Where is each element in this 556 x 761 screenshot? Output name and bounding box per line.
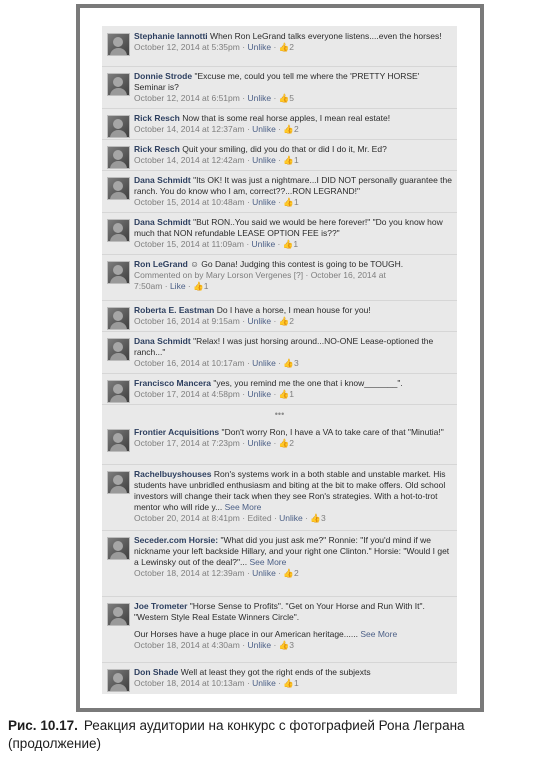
like-count: 3 <box>293 358 299 368</box>
comment-item <box>102 212 457 255</box>
comment-item <box>102 422 457 465</box>
like-count: 2 <box>289 42 294 52</box>
comment-item <box>102 66 457 109</box>
avatar[interactable] <box>107 73 130 96</box>
separator: · <box>273 93 277 103</box>
avatar[interactable] <box>107 380 130 403</box>
comment-body-continued: Our Horses have a huge place in our American heritage...... <box>134 629 358 639</box>
commenter-name[interactable]: Don Shade <box>134 667 179 677</box>
avatar[interactable] <box>107 177 130 200</box>
comment-text <box>134 601 452 651</box>
like-count: 1 <box>203 281 209 291</box>
unlike-link[interactable]: Unlike <box>247 42 272 52</box>
figure-label: Рис. 10.17. <box>8 718 78 733</box>
comment-date[interactable]: October 16, 2014 at 10:17am <box>134 358 245 368</box>
comment-meta <box>134 358 299 368</box>
avatar[interactable] <box>107 603 130 626</box>
unlike-link[interactable]: Unlike <box>251 239 276 249</box>
like-link[interactable]: Like <box>169 281 186 291</box>
avatar[interactable] <box>107 219 130 242</box>
separator: · <box>242 438 246 448</box>
commenter-name[interactable]: Frontier Acquisitions <box>134 427 220 437</box>
comment-text <box>134 336 452 369</box>
unlike-link[interactable]: Unlike <box>252 197 276 207</box>
comment-item <box>102 662 457 694</box>
separator: · <box>273 389 277 399</box>
comment-date[interactable]: October 15, 2014 at 11:09am <box>134 239 244 249</box>
separator: · <box>305 513 308 523</box>
avatar[interactable] <box>107 429 130 452</box>
comment-body: "Excuse me, could you tell me where the 'PRETTY HORSE' Seminar is? <box>134 71 420 92</box>
comment-text <box>134 259 452 292</box>
thumbs-up-icon: 👍 <box>283 358 294 368</box>
comment-meta <box>134 389 294 399</box>
commenter-name[interactable]: Roberta E. Eastman <box>134 305 215 315</box>
comment-meta <box>134 640 294 650</box>
comment-meta <box>134 568 299 578</box>
like-count: 1 <box>293 155 299 165</box>
comment-meta <box>134 93 294 103</box>
commenter-name[interactable]: Ron LeGrand <box>134 259 188 269</box>
like-count: 2 <box>289 316 294 326</box>
unlike-link[interactable]: Unlike <box>252 155 276 165</box>
comment-date[interactable]: 7:50am <box>134 281 163 291</box>
thumbs-up-icon: 👍 <box>278 438 290 448</box>
see-more-link[interactable]: See More <box>224 502 262 512</box>
unlike-link[interactable]: Unlike <box>247 316 272 326</box>
separator: · <box>273 42 277 52</box>
separator: · <box>246 678 250 688</box>
comment-item <box>102 464 457 531</box>
separator: · <box>242 513 246 523</box>
comment-item <box>102 139 457 171</box>
separator: · <box>246 197 250 207</box>
comment-meta <box>134 239 298 249</box>
comment-body: "But RON..You said we would be here forever!" "Do you know how much that NON refundable LEASE OPTION FEE is??" <box>134 217 443 238</box>
separator: · <box>164 281 168 291</box>
comments-panel <box>102 26 457 694</box>
comment-text <box>134 144 452 166</box>
separator: · <box>277 239 281 249</box>
comment-body: Well at least they got the right ends of the subjexts <box>180 667 371 677</box>
comment-meta <box>134 438 294 448</box>
commenter-name[interactable]: Stephanie Iannotti <box>134 31 208 41</box>
unlike-link[interactable]: Unlike <box>252 358 276 368</box>
comment-date[interactable]: October 17, 2014 at 7:23pm <box>134 438 240 448</box>
unlike-link[interactable]: Unlike <box>247 389 272 399</box>
comment-text <box>134 71 452 104</box>
thumbs-up-icon: 👍 <box>310 513 321 523</box>
thumbs-up-icon: 👍 <box>282 239 294 249</box>
comment-date[interactable]: October 18, 2014 at 10:13am <box>134 678 245 688</box>
separator: · <box>278 568 282 578</box>
separator: · <box>278 197 282 207</box>
comment-item <box>102 108 457 140</box>
thumbs-up-icon: 👍 <box>283 197 294 207</box>
thumbs-up-icon: 👍 <box>283 568 294 578</box>
separator: · <box>242 389 246 399</box>
separator: · <box>242 93 246 103</box>
comment-text <box>134 667 452 689</box>
comment-meta <box>134 678 299 688</box>
separator: · <box>242 640 246 650</box>
like-count: 1 <box>293 197 299 207</box>
like-count: 3 <box>320 513 326 523</box>
comment-date[interactable]: October 12, 2014 at 6:51pm <box>134 93 240 103</box>
thumbs-up-icon: 👍 <box>278 42 290 52</box>
unlike-link[interactable]: Unlike <box>247 640 272 650</box>
like-count: 5 <box>289 93 294 103</box>
comment-date[interactable]: October 20, 2014 at 8:41pm <box>134 513 240 523</box>
comment-date[interactable]: October 18, 2014 at 12:39am <box>134 568 245 578</box>
separator: · <box>278 155 282 165</box>
comment-text <box>134 469 452 524</box>
comment-text <box>134 31 452 53</box>
like-count: 3 <box>289 640 294 650</box>
comment-item <box>102 596 457 663</box>
comment-body: Now that is some real horse apples, I mean real estate! <box>182 113 391 123</box>
comment-date[interactable]: October 17, 2014 at 4:58pm <box>134 389 240 399</box>
comment-meta <box>134 316 294 326</box>
unlike-link[interactable]: Unlike <box>279 513 303 523</box>
comment-meta <box>134 42 294 52</box>
comment-date[interactable]: October 18, 2014 at 4:30am <box>134 640 240 650</box>
screenshot-frame <box>76 4 484 712</box>
separator: · <box>246 568 250 578</box>
separator: · <box>278 358 282 368</box>
avatar[interactable] <box>107 307 130 330</box>
separator: · <box>273 640 277 650</box>
comment-date[interactable]: October 12, 2014 at 5:35pm <box>134 42 240 52</box>
thumbs-up-icon: 👍 <box>278 389 290 399</box>
comment-date[interactable]: October 14, 2014 at 12:42am <box>134 155 245 165</box>
avatar[interactable] <box>107 537 130 560</box>
separator: · <box>246 358 250 368</box>
comment-body: "What did you just ask me?" Ronnie: "If you'd mind if we nickname your left backside Hillary, and your right one Clinton." Horsie: "Would I get a Lewinsky out of the deal?"... <box>134 535 450 567</box>
separator: · <box>278 678 282 688</box>
avatar[interactable] <box>107 33 130 56</box>
separator: · <box>246 124 250 134</box>
unlike-link[interactable]: Unlike <box>247 438 272 448</box>
thumbs-up-icon: 👍 <box>278 93 290 103</box>
avatar[interactable] <box>107 471 130 494</box>
separator: · <box>273 438 277 448</box>
comment-item <box>102 373 457 405</box>
separator: · <box>278 124 282 134</box>
comment-item <box>102 331 457 374</box>
comment-text <box>134 378 452 400</box>
like-count: 2 <box>293 568 299 578</box>
unlike-link[interactable]: Unlike <box>252 568 276 578</box>
avatar[interactable] <box>107 146 130 169</box>
commenter-name[interactable]: Francisco Mancera <box>134 378 212 388</box>
comment-text <box>134 427 452 449</box>
like-count: 1 <box>289 389 294 399</box>
thumbs-up-icon: 👍 <box>283 124 294 134</box>
separator: · <box>242 316 246 326</box>
comment-meta <box>134 513 326 523</box>
comment-text <box>134 535 452 579</box>
unlike-link[interactable]: Unlike <box>247 93 272 103</box>
unlike-link[interactable]: Unlike <box>252 124 276 134</box>
figure-caption <box>8 717 553 753</box>
thumbs-up-icon: 👍 <box>278 640 290 650</box>
comment-date[interactable]: October 14, 2014 at 12:37am <box>134 124 245 134</box>
comment-body: "Relax! I was just horsing around...NO-ONE Lease-optioned the ranch..." <box>134 336 434 357</box>
comment-date[interactable]: October 16, 2014 at 9:15am <box>134 316 240 326</box>
comment-text <box>134 217 452 250</box>
comment-item <box>102 530 457 597</box>
like-count: 2 <box>289 438 294 448</box>
commenter-name[interactable]: Dana Schmidt <box>134 336 191 346</box>
commenter-name[interactable]: Dana Schmidt <box>134 175 191 185</box>
thumbs-up-icon: 👍 <box>193 281 204 291</box>
comment-attribution: Commented on by Mary Lorson Vergenes [?] · October 16, 2014 at <box>134 270 386 280</box>
edited-label[interactable]: Edited <box>247 513 272 523</box>
commenter-name[interactable]: Rick Resch <box>134 144 180 154</box>
unlike-link[interactable]: Unlike <box>252 678 276 688</box>
comment-meta <box>134 197 299 207</box>
comment-meta <box>134 124 299 134</box>
comment-body: Ron's systems work in a both stable and unstable market. His students have unbridled enthusiasm and biting at the bit to make offers. Old school investors will change their tack when they see Ron's strategies. With a hot-to-trot mentor who will ride y... <box>134 469 446 512</box>
commenter-name[interactable]: Rick Resch <box>134 113 180 123</box>
avatar[interactable] <box>107 115 130 138</box>
like-count: 1 <box>293 239 299 249</box>
comment-text <box>134 175 452 208</box>
comment-text <box>134 305 452 327</box>
more-comments-dots[interactable]: ••• <box>274 409 285 419</box>
comment-item <box>102 170 457 213</box>
comment-item <box>102 26 457 67</box>
comment-text <box>134 113 452 135</box>
thumbs-up-icon: 👍 <box>283 155 294 165</box>
separator: · <box>273 316 277 326</box>
comment-date[interactable]: October 15, 2014 at 10:48am <box>134 197 245 207</box>
comment-body: "Don't worry Ron, I have a VA to take care of that "Minutia!" <box>221 427 444 437</box>
figure-caption-text: Реакция аудитории на конкурс с фотографией Рона Леграна (продолжение) <box>8 718 465 751</box>
comment-meta <box>134 155 299 165</box>
separator: · <box>242 42 246 52</box>
see-more-link[interactable]: See More <box>360 629 398 639</box>
like-count: 1 <box>293 678 299 688</box>
comment-body: Do I have a horse, I mean house for you! <box>216 305 371 315</box>
commenter-name[interactable]: Joe Trometer <box>134 601 188 611</box>
avatar[interactable] <box>107 669 130 692</box>
comment-body: Quit your smiling, did you do that or did I do it, Mr. Ed? <box>182 144 387 154</box>
commenter-name[interactable]: Dana Schmidt <box>134 217 191 227</box>
separator: · <box>246 239 250 249</box>
see-more-link[interactable]: See More <box>249 557 287 567</box>
separator: · <box>273 513 277 523</box>
separator: · <box>246 155 250 165</box>
comment-body: "yes, you remind me the one that i know_______". <box>213 378 403 388</box>
commenter-name[interactable]: Donnie Strode <box>134 71 193 81</box>
commenter-name[interactable]: Rachelbuyshouses <box>134 469 212 479</box>
comment-item <box>102 300 457 332</box>
comment-meta <box>134 281 208 291</box>
avatar[interactable] <box>107 261 130 284</box>
avatar[interactable] <box>107 338 130 361</box>
comment-body: ☺ Go Dana! Judging this contest is going to be TOUGH. <box>190 259 404 269</box>
comment-body: "Its OK! It was just a nightmare...I DID NOT personally guarantee the ranch. You do know who I am, correct??...RON LEGRAND!" <box>134 175 452 196</box>
comment-body: "Horse Sense to Profits". "Get on Your Horse and Run With It". "Western Style Real Estate Winners Circle". <box>134 601 425 622</box>
thumbs-up-icon: 👍 <box>278 316 290 326</box>
separator: · <box>187 281 191 291</box>
commenter-name[interactable]: Seceder.com Horsie: <box>134 535 219 545</box>
thumbs-up-icon: 👍 <box>283 678 294 688</box>
comment-item <box>102 254 457 301</box>
like-count: 2 <box>293 124 299 134</box>
comment-body: When Ron LeGrand talks everyone listens....even the horses! <box>210 31 442 41</box>
